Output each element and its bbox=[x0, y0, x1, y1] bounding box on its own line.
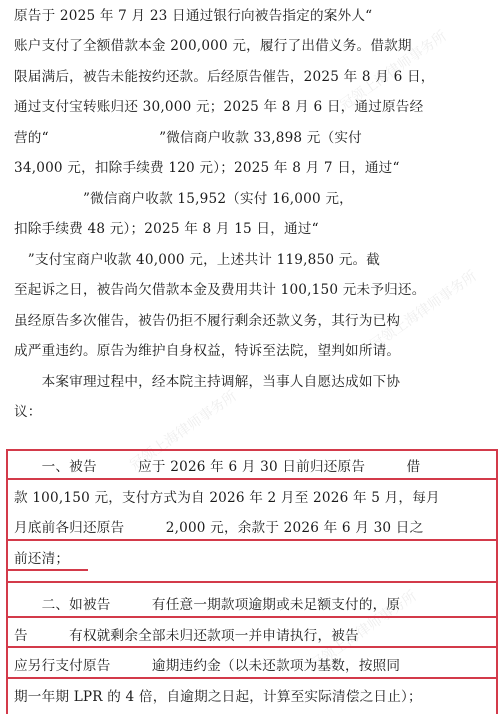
text-line: ”支付宝商户收款 40,000 元，上述共计 119,850 元。截 bbox=[14, 252, 381, 268]
red-underline bbox=[8, 478, 496, 480]
text-line: 原告于 2025 年 7 月 23 日通过银行向被告指定的案外人“ bbox=[14, 8, 373, 24]
text-line: 本案审理过程中，经本院主持调解，当事人自愿达成如下协 bbox=[14, 374, 401, 390]
watermark: 冠领上海律师事务所 bbox=[127, 388, 240, 474]
text-line: 限届满后，被告未能按约还款。后经原告催告，2025 年 8 月 6 日， bbox=[14, 69, 435, 85]
text-line: 扣除手续费 48 元）；2025 年 8 月 15 日，通过“ bbox=[14, 221, 319, 237]
text-line: 成严重违约。原告为维护自身权益，特诉至法院，望判如所请。 bbox=[14, 343, 401, 359]
text-line: 款 100,150 元，支付方式为自 2026 年 2 月至 2026 年 5 月，每月 bbox=[14, 490, 440, 506]
text-line: 虽经原告多次催告，被告仍拒不履行剩余还款义务，其行为已构 bbox=[14, 313, 401, 329]
text-line: 34,000 元，扣除手续费 120 元）；2025 年 8 月 7 日，通过“ bbox=[14, 160, 400, 176]
text-line: 通过支付宝转账归还 30,000 元；2025 年 8 月 6 日，通过原告经 bbox=[14, 99, 424, 115]
red-underline bbox=[8, 539, 496, 541]
text-line: 账户支付了全额借款本金 200,000 元，履行了出借义务。借款期 bbox=[14, 38, 412, 54]
red-divider bbox=[6, 581, 498, 583]
text-line: 议： bbox=[14, 404, 42, 420]
red-underline bbox=[8, 677, 496, 679]
text-line: ”微信商户收款 15,952（实付 16,000 元， bbox=[14, 191, 353, 207]
watermark: 冠领上海律师事务所 bbox=[367, 268, 480, 354]
text-line: 一、被告 应于 2026 年 6 月 30 日前归还原告 借 bbox=[14, 459, 421, 475]
text-line: 二、如被告 有任意一期款项逾期或未足额支付的，原 bbox=[14, 597, 401, 613]
text-line: 前还清； bbox=[14, 551, 70, 567]
text-line: 营的“ ”微信商户收款 33,898 元（实付 bbox=[14, 130, 362, 146]
watermark: 冠领上海律师事务所 bbox=[337, 28, 450, 114]
red-underline bbox=[8, 616, 496, 618]
text-line: 告 有权就剩余全部未归还款项一并申请执行，被告 bbox=[14, 628, 359, 644]
text-line: 期一年期 LPR 的 4 倍，自逾期之日起，计算至实际清偿之日止）； bbox=[14, 689, 422, 705]
text-line: 月底前各归还原告 2,000 元，余款于 2026 年 6 月 30 日之 bbox=[14, 520, 424, 536]
red-underline bbox=[8, 569, 88, 571]
watermark: 冠领上海律师事务所 bbox=[307, 588, 420, 674]
text-line: 至起诉之日，被告尚欠借款本金及费用共计 100,150 元未予归还。 bbox=[14, 282, 426, 298]
red-underline bbox=[8, 646, 496, 648]
text-line: 应另行支付原告 逾期违约金（以未还款项为基数，按照同 bbox=[14, 658, 401, 674]
